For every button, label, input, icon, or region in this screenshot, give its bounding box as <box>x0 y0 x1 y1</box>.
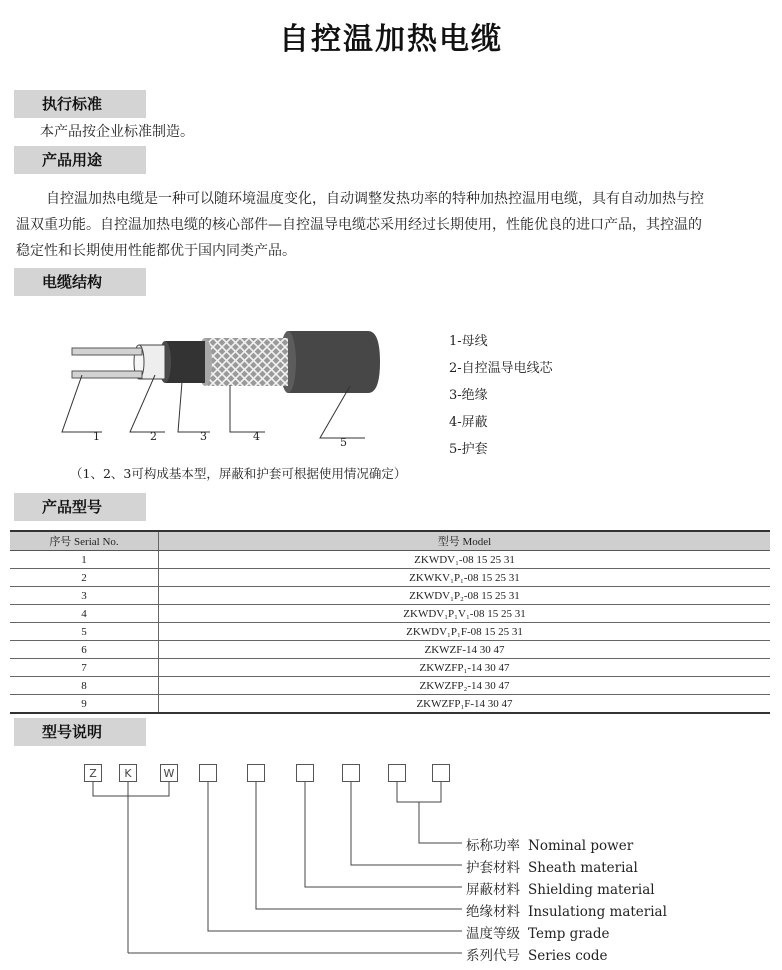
serial-cell: 4 <box>10 605 159 623</box>
serial-cell: 2 <box>10 569 159 587</box>
structure-note: （1、2、3可构成基本型，屏蔽和护套可根据使用情况确定） <box>70 466 407 481</box>
zh-label: 标称功率 <box>466 838 520 854</box>
en-label: Shielding material <box>528 882 655 898</box>
en-label: Sheath material <box>528 860 638 876</box>
zh-label: 绝缘材料 <box>466 904 520 920</box>
model-cell: ZKWZFP₂-14 30 47 <box>159 677 771 695</box>
model-cell: ZKWDV₁P₁V₁-08 15 25 31 <box>159 605 771 623</box>
code-box-power-2 <box>432 764 450 782</box>
explanation-series-code <box>466 944 608 964</box>
model-cell: ZKWZF-14 30 47 <box>159 641 771 659</box>
standard-text: 本产品按企业标准制造。 <box>40 124 194 140</box>
en-label: Nominal power <box>528 838 634 854</box>
callout-1: 1 <box>93 430 100 443</box>
code-box-z: Z <box>84 764 102 782</box>
section-header-structure: 电缆结构 <box>14 268 146 296</box>
section-header-models: 产品型号 <box>14 493 146 521</box>
explanation-temp-grade <box>466 922 609 942</box>
callout-3: 3 <box>200 430 207 443</box>
code-box-w: W <box>160 764 178 782</box>
code-box-shield <box>296 764 314 782</box>
zh-label: 温度等级 <box>466 926 520 942</box>
serial-cell: 8 <box>10 677 159 695</box>
explanation-insulation <box>466 900 667 920</box>
en-label: Insulationg material <box>528 904 667 920</box>
section-header-standard: 执行标准 <box>14 90 146 118</box>
en-label: Series code <box>528 948 608 964</box>
model-cell: ZKWDV₁P₁F-08 15 25 31 <box>159 623 771 641</box>
callout-5: 5 <box>340 436 347 449</box>
section-header-usage: 产品用途 <box>14 146 146 174</box>
legend-shield: 4-屏蔽 <box>449 415 488 430</box>
code-box-sheath <box>342 764 360 782</box>
serial-cell: 5 <box>10 623 159 641</box>
usage-line-3: 稳定性和长期使用性能都优于国内同类产品。 <box>16 243 296 259</box>
explanation-nominal-power <box>466 834 633 854</box>
model-cell: ZKWDV₁P₂-08 15 25 31 <box>159 587 771 605</box>
zh-label: 系列代号 <box>466 948 520 964</box>
serial-cell: 1 <box>10 551 159 569</box>
en-label: Temp grade <box>528 926 610 942</box>
code-box-power-1 <box>388 764 406 782</box>
serial-cell: 3 <box>10 587 159 605</box>
explanation-sheath <box>466 856 638 876</box>
legend-core: 2-自控温导电线芯 <box>449 361 553 376</box>
callout-4: 4 <box>253 430 260 443</box>
col-serial-header: 序号 Serial No. <box>10 531 159 551</box>
usage-line-2: 温双重功能。自控温加热电缆的核心部件—自控温导电缆芯采用经过长期使用，性能优良的进口产品，其控温的 <box>16 217 702 233</box>
model-cell: ZKWZFP₁F-14 30 47 <box>159 695 771 714</box>
section-header-explanation: 型号说明 <box>14 718 146 746</box>
legend-sheath: 5-护套 <box>449 442 488 457</box>
usage-line-1: 自控温加热电缆是一种可以随环境温度变化，自动调整发热功率的特种加热控温用电缆，具有自动加热与控 <box>46 191 704 207</box>
zh-label: 护套材料 <box>466 860 520 876</box>
code-box-insulation <box>247 764 265 782</box>
code-box-temp <box>199 764 217 782</box>
explanation-shielding <box>466 878 655 898</box>
model-cell: ZKWDV₁-08 15 25 31 <box>159 551 771 569</box>
col-model-header: 型号 Model <box>159 531 771 551</box>
serial-cell: 7 <box>10 659 159 677</box>
model-cell: ZKWZFP₁-14 30 47 <box>159 659 771 677</box>
serial-cell: 9 <box>10 695 159 714</box>
code-box-k: K <box>119 764 137 782</box>
callout-2: 2 <box>150 430 157 443</box>
legend-insulation: 3-绝缘 <box>449 388 488 403</box>
zh-label: 屏蔽材料 <box>466 882 520 898</box>
model-cell: ZKWKV₁P₁-08 15 25 31 <box>159 569 771 587</box>
page-title: 自控温加热电缆 <box>279 22 503 57</box>
serial-cell: 6 <box>10 641 159 659</box>
legend-busbar: 1-母线 <box>449 334 488 349</box>
